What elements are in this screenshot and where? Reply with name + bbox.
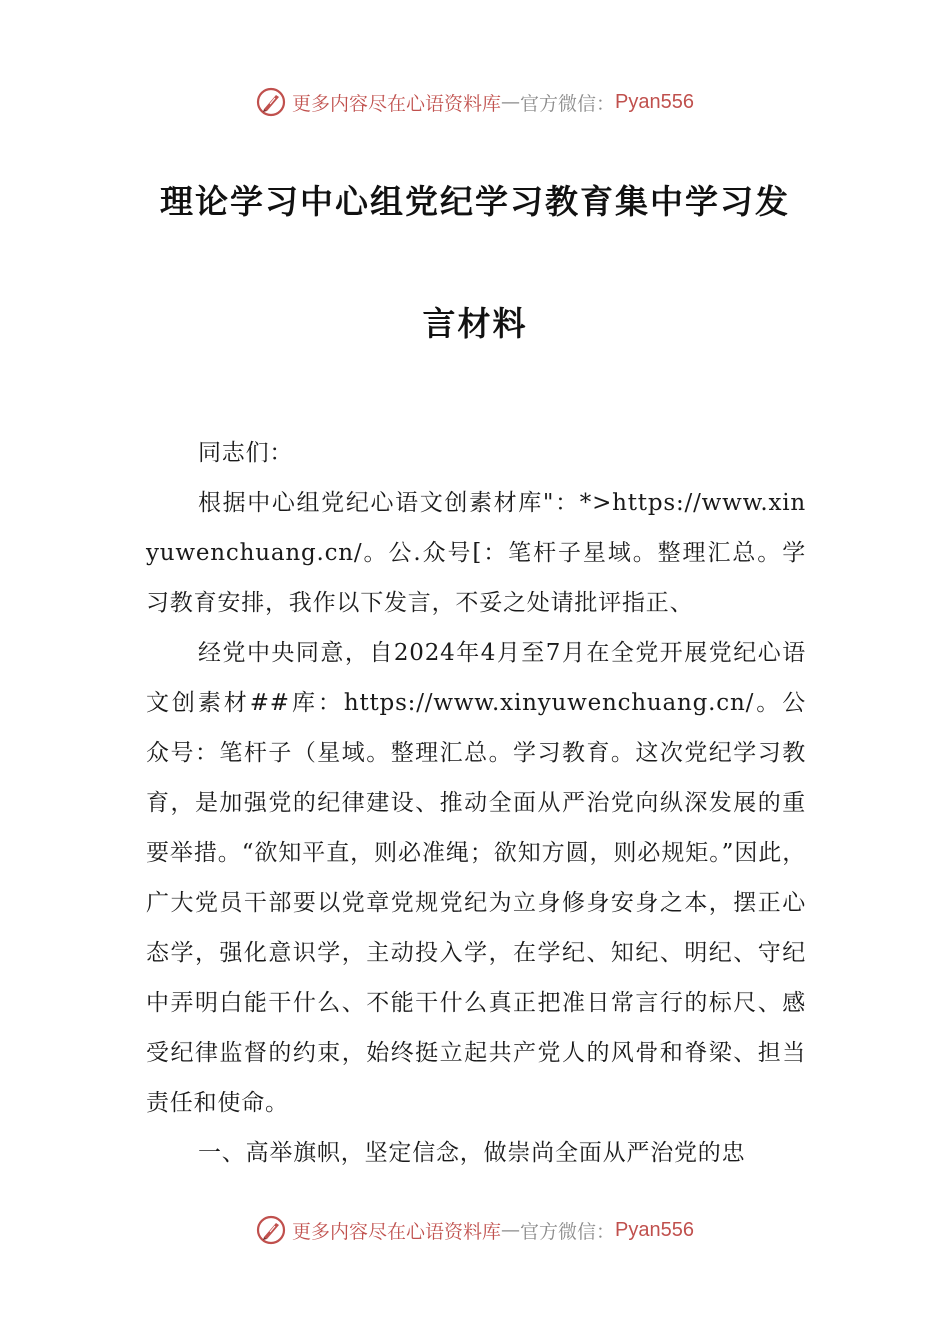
promo-text: 更多内容尽在心语资料库: [292, 92, 502, 115]
document-body: [146, 428, 806, 1178]
paragraph-intro: 根据中心组党纪心语文创素材库"：*>https://www.xinyuwenchuang.cn/。公.众号[：笔杆子星域。整理汇总。学习教育安排，我作以下发言，不妥之处请批评指正、: [146, 490, 806, 616]
paragraph-section-one-heading: 一、高举旗帜，坚定信念，做崇尚全面从严治党的忠: [198, 1140, 746, 1166]
wechat-label: 官方微信：: [520, 92, 616, 115]
wechat-label: 官方微信：: [520, 1220, 616, 1243]
footer-banner: [0, 1208, 950, 1252]
wechat-id: Pyan556: [615, 1218, 694, 1241]
document-title-line-2: 言材料: [422, 304, 528, 343]
wechat-id: Pyan556: [615, 90, 694, 113]
salutation: 同志们：: [198, 440, 294, 466]
paragraph-background: 经党中央同意，自2024年4月至7月在全党开展党纪心语文创素材##库：https://www.xinyuwenchuang.cn/。公众号：笔杆子（星域。整理汇总。学习教育。这次党纪学习教育，是加强党的纪律建设、推动全面从严治党向纵深发展的重要举措。“欲知平直，则必准绳；欲知方圆，则必规矩。”因此，广大党员干部要以党章党规党纪为立身修身安身之本，摆正心态学，强化意识学，主动投入学，在学纪、知纪、明纪、守纪中弄明白能干什么、不能干什么真正把准日常言行的标尺、感受纪律监督的约束，始终挺立起共产党人的风骨和脊梁、担当责任和使命。: [146, 640, 806, 1116]
header-banner: [0, 80, 950, 124]
promo-dash: —: [501, 91, 521, 113]
promo-dash: —: [501, 1219, 521, 1241]
promo-text: 更多内容尽在心语资料库: [292, 1220, 502, 1243]
quill-logo-icon: [256, 87, 286, 117]
quill-logo-icon: [256, 1215, 286, 1245]
document-title-line-1: 理论学习中心组党纪学习教育集中学习发: [160, 182, 790, 221]
